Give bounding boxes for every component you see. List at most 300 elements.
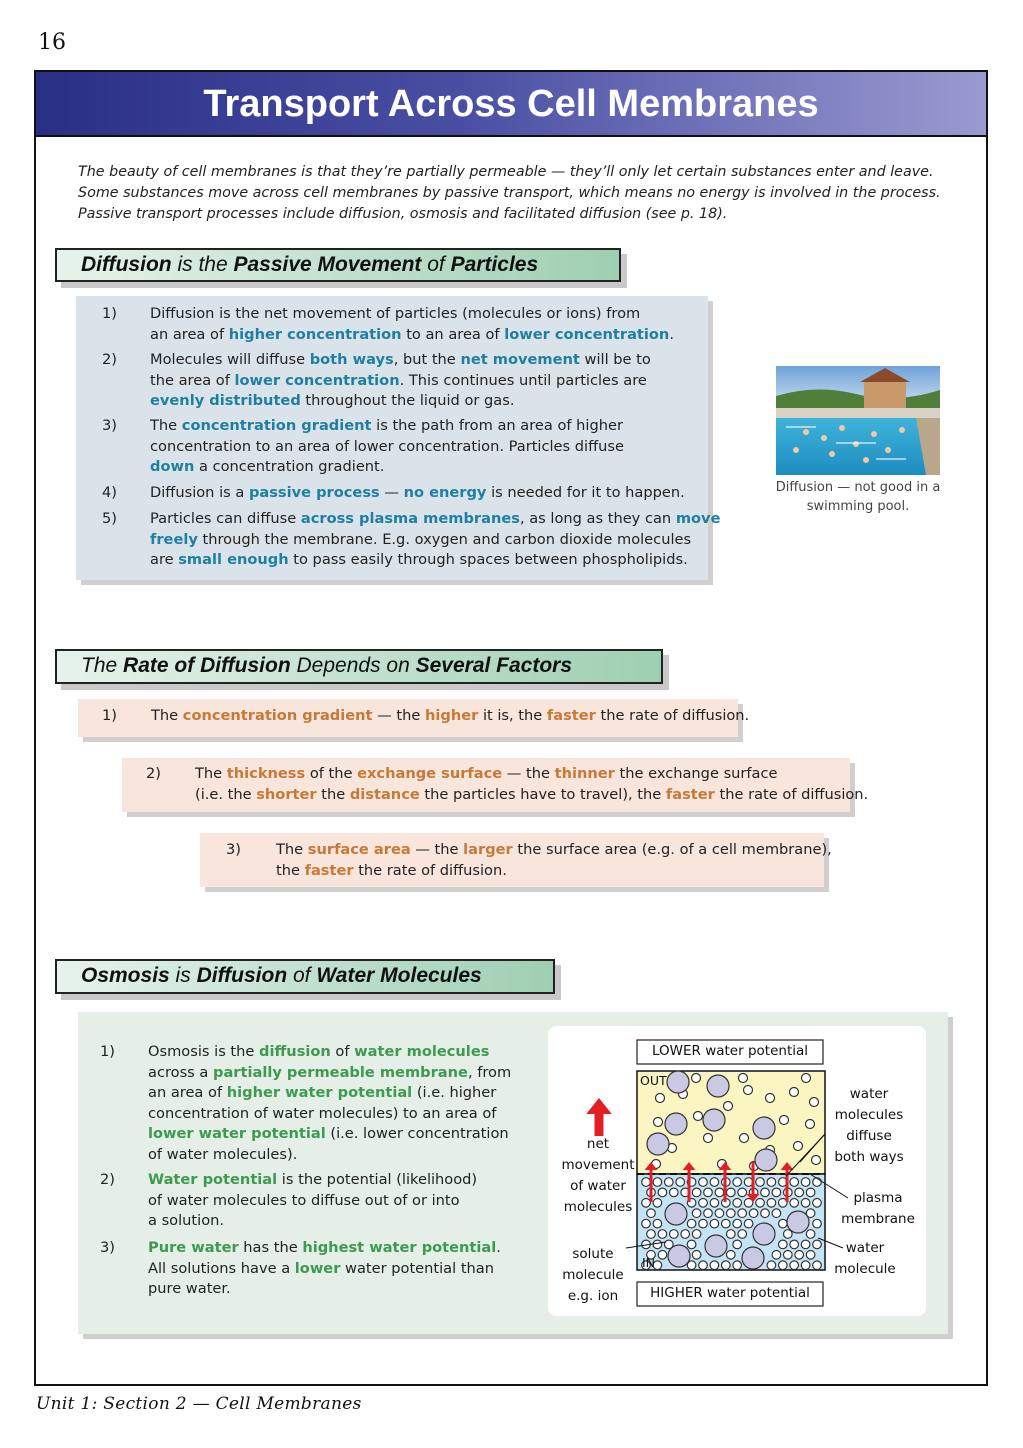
water-molecule-icon — [653, 1219, 662, 1228]
text-run: it is, the — [478, 707, 547, 724]
title-bar — [36, 72, 986, 137]
higher-water-potential-label: HIGHER water potential — [650, 1285, 810, 1301]
text-run: concentration to an area of lower concentration. Particles diffuse — [150, 437, 624, 455]
keyword: diffusion — [259, 1043, 331, 1060]
item-number: 1) — [100, 1043, 115, 1060]
water-molecule-icon — [733, 1261, 742, 1270]
heading-part: Passive Movement — [233, 253, 422, 276]
water-molecule-icon — [658, 1188, 667, 1197]
water-molecule-icon — [704, 1209, 713, 1218]
water-molecule-icon — [738, 1188, 747, 1197]
text-run: The — [151, 707, 183, 724]
item-number: 3) — [100, 1239, 115, 1256]
keyword: surface area — [307, 841, 411, 858]
text-run: pure water. — [148, 1280, 231, 1297]
label-line: e.g. ion — [567, 1288, 619, 1304]
text-run: The — [195, 765, 227, 782]
water-molecule-icon — [790, 1088, 799, 1097]
water-molecule-icon — [699, 1199, 708, 1208]
water-molecule-icon — [733, 1178, 742, 1187]
water-molecule-icon — [756, 1178, 765, 1187]
heading-part: Diffusion — [200, 654, 291, 677]
keyword: lower concentration — [504, 325, 670, 343]
water-molecule-icon — [756, 1199, 765, 1208]
water-molecule-icon — [727, 1188, 736, 1197]
label-line: molecules — [834, 1107, 904, 1123]
water-molecule-icon — [806, 1230, 815, 1239]
keyword: highest water potential — [302, 1239, 497, 1256]
water-molecule-icon — [813, 1219, 822, 1228]
item-line — [148, 1083, 511, 1104]
text-run: (i.e. higher — [412, 1084, 497, 1101]
item-line — [276, 861, 832, 882]
heading-part: Osmosis — [81, 964, 170, 987]
page-footer: Unit 1: Section 2 — Cell Membranes — [36, 1394, 362, 1414]
water-molecule-icon — [784, 1251, 793, 1260]
water-molecule-icon — [749, 1209, 758, 1218]
item-line — [195, 785, 868, 806]
water-molecule-icon — [692, 1209, 701, 1218]
label-line: membrane — [841, 1211, 915, 1227]
water-molecule-icon — [801, 1261, 810, 1270]
water-molecule-icon — [656, 1094, 665, 1103]
lower-water-potential-label: LOWER water potential — [651, 1043, 809, 1059]
text-run: will be to — [579, 351, 651, 368]
solute-molecule-icon — [703, 1109, 725, 1131]
photo-caption: Diffusion — not good in a swimming pool. — [775, 480, 941, 514]
water-molecule-label — [832, 1238, 898, 1280]
item-line — [148, 1042, 511, 1063]
water-molecule-icon — [642, 1178, 651, 1187]
heading-part: of — [421, 253, 451, 276]
text-run: — the — [372, 707, 425, 724]
water-molecule-icon — [802, 1074, 811, 1083]
water-molecule-icon — [699, 1219, 708, 1228]
water-molecule-icon — [653, 1199, 662, 1208]
keyword: freely — [150, 530, 198, 548]
keyword: faster — [665, 785, 715, 803]
water-molecule-icon — [715, 1209, 724, 1218]
in-label: IN — [642, 1255, 656, 1270]
water-molecule-icon — [658, 1251, 667, 1260]
heading-part: Diffusion — [196, 964, 288, 987]
water-molecule-icon — [761, 1209, 770, 1218]
water-molecule-icon — [676, 1178, 685, 1187]
page-number: 16 — [38, 30, 66, 55]
solute-molecule-icon — [753, 1117, 775, 1139]
water-molecule-icon — [727, 1251, 736, 1260]
item-line — [150, 371, 651, 392]
item-line — [148, 1145, 511, 1166]
water-molecule-icon — [710, 1261, 719, 1270]
item-line — [148, 1104, 511, 1125]
solute-molecule-icon — [665, 1203, 687, 1225]
label-line: net — [586, 1136, 610, 1152]
water-molecule-icon — [739, 1074, 748, 1083]
text-run: the rate of diffusion. — [595, 707, 750, 724]
water-molecule-icon — [744, 1219, 753, 1228]
keyword: exchange surface — [357, 765, 503, 782]
text-run: (i.e. the — [195, 785, 257, 803]
item-number: 1) — [102, 305, 117, 322]
text-run: is the path from an area of higher — [371, 417, 623, 434]
water-molecule-icon — [740, 1134, 749, 1143]
water-molecule-icon — [704, 1188, 713, 1197]
item-line — [150, 530, 720, 551]
keyword: small enough — [178, 551, 289, 568]
osmosis-diagram — [548, 1026, 926, 1316]
solute-molecule-icon — [742, 1247, 764, 1269]
solute-molecule-icon — [647, 1133, 669, 1155]
item-text — [148, 1170, 477, 1232]
item-line — [150, 350, 651, 371]
swimming-pool-photo — [776, 366, 940, 475]
water-molecule-icon — [642, 1219, 651, 1228]
keyword: shorter — [256, 785, 317, 803]
item-line — [276, 840, 832, 861]
text-run: . This continues until particles are — [399, 371, 647, 389]
water-molecule-icon — [653, 1240, 662, 1249]
item-text — [148, 1238, 501, 1300]
water-molecule-icon — [806, 1251, 815, 1260]
keyword: higher — [424, 707, 479, 724]
item-line — [148, 1211, 477, 1232]
item-line — [150, 391, 651, 412]
keyword: passive process — [248, 484, 380, 501]
water-molecule-icon — [801, 1178, 810, 1187]
water-molecule-icon — [727, 1209, 736, 1218]
keyword: concentration gradient — [181, 417, 372, 434]
water-molecule-icon — [722, 1219, 731, 1228]
keyword: higher water potential — [226, 1084, 413, 1101]
water-molecule-icon — [710, 1178, 719, 1187]
water-molecule-icon — [647, 1230, 656, 1239]
label-line: plasma — [853, 1190, 903, 1206]
text-run: — — [379, 484, 404, 501]
keyword: no energy — [403, 484, 487, 501]
text-run: water potential than — [340, 1259, 494, 1277]
keyword: Water potential — [148, 1171, 278, 1188]
water-molecule-icon — [767, 1199, 776, 1208]
water-molecule-icon — [801, 1240, 810, 1249]
keyword: water molecules — [354, 1043, 490, 1060]
water-molecule-icon — [710, 1219, 719, 1228]
solute-molecule-icon — [665, 1113, 687, 1135]
item-line — [150, 550, 720, 571]
text-run: The — [150, 417, 182, 434]
water-molecule-icon — [780, 1116, 789, 1125]
label-line: water — [849, 1086, 889, 1102]
keyword: concentration gradient — [182, 707, 373, 724]
text-run: the rate of diffusion. — [353, 861, 507, 879]
item-number: 3) — [102, 417, 117, 434]
intro-line: The beauty of cell membranes is that they’re partially permeable — they’ll only let certain substances enter and leave. — [78, 164, 934, 180]
text-run: is needed for it to happen. — [486, 484, 685, 501]
item-number: 5) — [102, 510, 117, 527]
keyword: partially permeable membrane — [213, 1063, 468, 1081]
keyword: across plasma membranes — [300, 510, 520, 527]
item-line — [148, 1063, 511, 1084]
heading-part: Rate of — [123, 654, 195, 677]
page-title: Transport Across Cell Membranes — [203, 83, 819, 125]
item-line — [150, 457, 624, 478]
keyword: higher concentration — [228, 325, 402, 343]
keyword: thinner — [554, 765, 615, 782]
text-run: are — [150, 551, 179, 568]
item-number: 2) — [102, 351, 117, 368]
water-molecule-icon — [790, 1261, 799, 1270]
water-molecule-icon — [795, 1188, 804, 1197]
keyword: lower — [294, 1259, 341, 1277]
water-molecule-icon — [665, 1178, 674, 1187]
water-molecule-icon — [658, 1230, 667, 1239]
label-line: movement — [561, 1157, 635, 1173]
text-run: , as long as they can — [519, 510, 676, 527]
heading-part: Several Factors — [415, 654, 573, 677]
water-molecule-icon — [694, 1112, 703, 1121]
text-run: of water molecules to diffuse out of or into — [148, 1191, 460, 1209]
water-molecule-icon — [738, 1230, 747, 1239]
text-run: , but the — [393, 351, 461, 368]
label-line: solute — [572, 1246, 614, 1262]
water-molecule-icon — [653, 1178, 662, 1187]
section-heading-osmosis — [55, 959, 555, 994]
text-run: Diffusion is the net movement of particles (molecules or ions) from — [150, 305, 641, 322]
water-molecule-icon — [670, 1188, 679, 1197]
solute-molecule-icon — [755, 1149, 777, 1171]
water-molecule-icon — [790, 1199, 799, 1208]
intro-paragraph — [78, 162, 968, 225]
heading-part: is the — [171, 253, 234, 276]
keyword: distance — [349, 785, 420, 803]
water-molecule-icon — [761, 1188, 770, 1197]
heading-part: Particles — [450, 253, 539, 276]
item-line — [151, 706, 749, 727]
item-text — [195, 764, 868, 805]
label-line: diffuse — [846, 1128, 892, 1144]
item-line — [148, 1124, 511, 1145]
heading-part: is — [169, 964, 197, 987]
water-molecule-icon — [794, 1142, 803, 1151]
keyword: faster — [546, 707, 596, 724]
item-line — [150, 416, 624, 437]
text-run: the — [276, 861, 305, 879]
water-molecule-icon — [704, 1134, 713, 1143]
item-text — [148, 1042, 511, 1165]
text-run: All solutions have a — [148, 1259, 295, 1277]
item-text — [151, 706, 749, 727]
item-line — [148, 1238, 501, 1259]
water-molecule-icon — [790, 1240, 799, 1249]
water-molecule-icon — [670, 1230, 679, 1239]
keyword: Pure water — [148, 1239, 239, 1256]
item-line — [150, 304, 674, 325]
text-run: the area of — [150, 371, 235, 389]
item-number: 3) — [226, 841, 241, 858]
heading-part: Diffusion — [81, 253, 172, 276]
text-run: the exchange surface — [614, 765, 778, 782]
text-run: of — [330, 1043, 355, 1060]
item-text — [150, 350, 651, 412]
keyword: both ways — [309, 351, 394, 368]
solute-molecule-icon — [705, 1235, 727, 1257]
water-molecule-icon — [813, 1199, 822, 1208]
solute-molecule-icon — [787, 1211, 809, 1233]
water-molecule-icon — [692, 1230, 701, 1239]
item-number: 2) — [100, 1171, 115, 1188]
water-molecule-icon — [733, 1219, 742, 1228]
water-molecule-icon — [733, 1240, 742, 1249]
water-molecule-icon — [710, 1199, 719, 1208]
water-molecule-icon — [806, 1120, 815, 1129]
label-line: molecule — [562, 1267, 624, 1283]
item-line — [150, 325, 674, 346]
text-run: Osmosis is the — [148, 1043, 260, 1060]
text-run: — the — [410, 841, 464, 858]
water-molecule-icon — [687, 1219, 696, 1228]
water-molecule-icon — [810, 1098, 819, 1107]
text-run: throughout the liquid or gas. — [300, 392, 515, 409]
keyword: lower concentration — [234, 371, 400, 389]
water-molecule-icon — [790, 1178, 799, 1187]
water-molecule-icon — [681, 1230, 690, 1239]
water-molecule-icon — [692, 1251, 701, 1260]
item-text — [150, 416, 624, 478]
out-label: OUT — [640, 1073, 667, 1088]
label-line: water — [845, 1240, 885, 1256]
water-molecule-icon — [772, 1209, 781, 1218]
water-molecule-icon — [722, 1261, 731, 1270]
solute-molecule-icon — [667, 1071, 689, 1093]
intro-line: Some substances move across cell membranes by passive transport, which means no energy is involved in the process. — [78, 185, 941, 201]
water-molecule-icon — [813, 1240, 822, 1249]
heading-part: of — [287, 964, 317, 987]
water-molecule-icon — [801, 1199, 810, 1208]
water-molecule-icon — [715, 1188, 724, 1197]
water-molecule-icon — [642, 1199, 651, 1208]
label-line: molecule — [834, 1261, 896, 1277]
item-number: 2) — [146, 765, 161, 782]
section-heading-rate — [55, 649, 663, 684]
keyword: move — [675, 510, 721, 527]
net-movement-label — [556, 1134, 640, 1218]
solute-molecule-label — [558, 1244, 628, 1307]
item-line — [150, 437, 624, 458]
text-run: . — [496, 1239, 501, 1256]
item-text — [150, 509, 720, 571]
text-run: a concentration gradient. — [194, 458, 385, 475]
text-run: Molecules will diffuse — [150, 351, 310, 368]
item-text — [276, 840, 832, 881]
text-run: has the — [238, 1239, 303, 1256]
water-molecule-icon — [767, 1261, 776, 1270]
water-molecule-icon — [795, 1251, 804, 1260]
water-molecule-icon — [772, 1251, 781, 1260]
keyword: thickness — [226, 765, 306, 782]
keyword: net movement — [460, 351, 580, 368]
item-number: 4) — [102, 484, 117, 501]
item-line — [150, 509, 720, 530]
water-molecule-icon — [806, 1188, 815, 1197]
water-molecule-icon — [779, 1261, 788, 1270]
water-molecule-icon — [812, 1156, 821, 1165]
keyword: evenly distributed — [150, 392, 301, 409]
keyword: lower water potential — [148, 1125, 326, 1142]
water-molecule-icon — [744, 1086, 753, 1095]
water-molecule-icon — [647, 1209, 656, 1218]
text-run: Diffusion is a — [150, 484, 249, 501]
item-text — [150, 483, 685, 504]
text-run: — the — [502, 765, 555, 782]
water-molecule-icon — [766, 1094, 775, 1103]
label-line: molecules — [563, 1199, 633, 1215]
water-molecule-icon — [767, 1178, 776, 1187]
text-run: the — [316, 785, 350, 803]
text-run: of the — [305, 765, 358, 782]
water-molecule-icon — [699, 1178, 708, 1187]
plasma-membrane-label — [838, 1188, 918, 1230]
solute-molecule-icon — [707, 1075, 729, 1097]
solute-molecule-icon — [668, 1245, 690, 1267]
item-line — [195, 764, 868, 785]
keyword: down — [150, 458, 195, 475]
label-line: of water — [570, 1178, 626, 1194]
text-run: . — [669, 325, 674, 343]
item-line — [148, 1170, 477, 1191]
text-run: the surface area (e.g. of a cell membrane), — [512, 841, 832, 858]
water-molecule-icon — [779, 1240, 788, 1249]
item-line — [148, 1191, 477, 1212]
section-heading-diffusion — [55, 248, 621, 282]
text-run: is the potential (likelihood) — [277, 1171, 478, 1188]
item-number: 1) — [102, 707, 117, 724]
water-molecule-icon — [654, 1118, 663, 1127]
heading-part: Depends on — [290, 654, 416, 677]
water-molecule-icon — [687, 1240, 696, 1249]
text-run: the rate of diffusion. — [714, 785, 869, 803]
solute-molecule-icon — [753, 1223, 775, 1245]
text-run: Particles can diffuse — [150, 510, 301, 527]
water-molecule-icon — [779, 1219, 788, 1228]
text-run: a solution. — [148, 1212, 225, 1229]
text-run: concentration of water molecules) to an area of — [148, 1104, 497, 1122]
label-line: both ways — [834, 1149, 904, 1165]
text-run: of water molecules). — [148, 1145, 298, 1163]
keyword: larger — [463, 841, 513, 858]
item-line — [148, 1259, 501, 1280]
text-run: the particles have to travel), the — [419, 785, 666, 803]
text-run: to pass easily through spaces between phospholipids. — [288, 551, 688, 568]
water-molecule-icon — [772, 1188, 781, 1197]
text-run: through the membrane. E.g. oxygen and carbon dioxide molecules — [197, 530, 692, 548]
water-molecule-icon — [724, 1102, 733, 1111]
net-movement-arrow-icon-head — [586, 1098, 612, 1114]
keyword: faster — [304, 861, 354, 879]
water-molecule-icon — [699, 1261, 708, 1270]
item-text — [150, 304, 674, 345]
intro-line: Passive transport processes include diffusion, osmosis and facilitated diffusion (see p. 18). — [78, 206, 728, 222]
water-molecule-icon — [738, 1209, 747, 1218]
text-run: , from — [467, 1063, 512, 1081]
text-run: to an area of — [401, 325, 505, 343]
text-run: an area of — [150, 325, 229, 343]
water-molecule-icon — [813, 1261, 822, 1270]
text-run: The — [276, 841, 308, 858]
text-run: (i.e. lower concentration — [325, 1125, 509, 1142]
item-line — [150, 483, 685, 504]
text-run: an area of — [148, 1084, 227, 1101]
text-run: across a — [148, 1063, 214, 1081]
